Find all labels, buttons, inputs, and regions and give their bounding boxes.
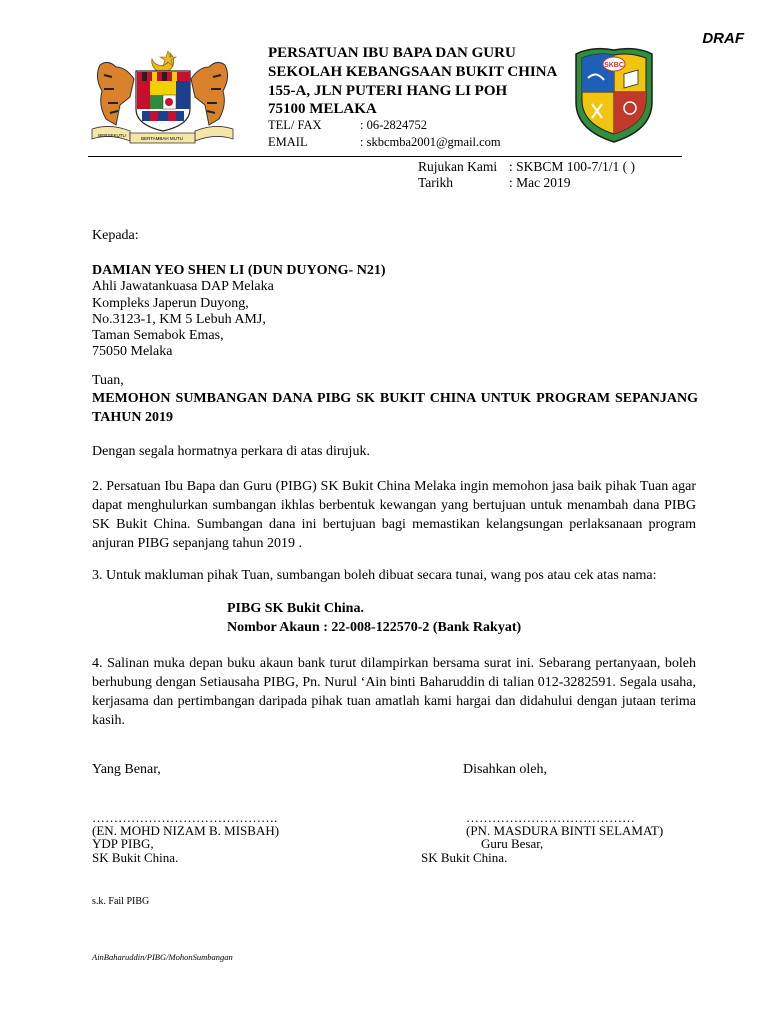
- email-value: : skbcmba2001@gmail.com: [360, 135, 501, 149]
- letterhead-divider: [88, 156, 682, 157]
- badge-text: SKBC: [604, 62, 624, 69]
- letterhead-school: SEKOLAH KEBANGSAAN BUKIT CHINA: [268, 64, 558, 80]
- reference-label: Rujukan Kami: [418, 159, 498, 174]
- footer-file-path: AinBaharuddin/PIBG/MohonSumbangan: [92, 952, 233, 962]
- signature-right-heading: Disahkan oleh,: [463, 762, 547, 777]
- subject-heading: MEMOHON SUMBANGAN DANA PIBG SK BUKIT CHINA UNTUK PROGRAM SEPANJANG TAHUN 2019: [92, 391, 698, 425]
- signature-left-title: YDP PIBG,: [92, 836, 154, 851]
- letterhead-org-name: PERSATUAN IBU BAPA DAN GURU: [268, 45, 516, 61]
- account-name: PIBG SK Bukit China.: [227, 601, 364, 616]
- paragraph-4: 4. Salinan muka depan buku akaun bank turut dilampirkan bersama surat ini. Sebarang pertanyaan, boleh berhubung dengan Setiausaha PIBG, Pn. Nurul ‘Ain binti Baharuddin di talian 012-3282591. Segala usaha, kerjasama dan pertimbangan daripada pihak tuan amatlah kami hargai dan didahului dengan jutaan terima kasih.: [92, 656, 696, 728]
- paragraph-1: Dengan segala hormatnya perkara di atas dirujuk.: [92, 444, 370, 459]
- crest-scroll-center-text: BERTAMBAH MUTU: [141, 136, 183, 141]
- recipient-kepada: Kepada:: [92, 228, 139, 243]
- recipient-line-5: 75050 Melaka: [92, 344, 173, 359]
- recipient-line-4: Taman Semabok Emas,: [92, 328, 224, 343]
- paragraph-2: 2. Persatuan Ibu Bapa dan Guru (PIBG) SK Bukit China Melaka ingin memohon jasa baik pihak Tuan agar dapat menghulurkan sumbangan ikhlas berbentuk kewangan yang bertujuan untuk menambah dana PIBG SK Bukit China. Sumbangan dana ini bertujuan bagi memastikan kelangsungan perlaksanaan program anjuran PIBG sepanjang tahun 2019 .: [92, 479, 696, 551]
- signature-right-title: Guru Besar,: [481, 836, 544, 851]
- signature-left-line: …………………………………….: [92, 810, 278, 825]
- coat-of-arms-logo: [90, 45, 235, 145]
- recipient-name: DAMIAN YEO SHEN LI (DUN DUYONG- N21): [92, 263, 386, 278]
- email-label: EMAIL: [268, 135, 308, 149]
- account-number: Nombor Akaun : 22-008-122570-2 (Bank Rakyat): [227, 620, 522, 635]
- tel-label: TEL/ FAX: [268, 118, 322, 132]
- tel-value: : 06-2824752: [360, 118, 428, 132]
- crest-scroll-left-text: BERSEKUTU: [98, 133, 126, 138]
- reference-value: : SKBCM 100-7/1/1 ( ): [509, 159, 636, 174]
- letterhead-address-1: 155-A, JLN PUTERI HANG LI POH: [268, 83, 508, 99]
- date-value: : Mac 2019: [509, 175, 571, 190]
- signature-left-heading: Yang Benar,: [92, 762, 161, 777]
- draft-mark: DRAF: [702, 30, 744, 47]
- signature-right-name: (PN. MASDURA BINTI SELAMAT): [466, 823, 664, 838]
- signature-left-name: (EN. MOHD NIZAM B. MISBAH): [92, 823, 280, 838]
- signature-right-line: …………………………………: [466, 810, 635, 825]
- paragraph-3: 3. Untuk makluman pihak Tuan, sumbangan boleh dibuat secara tunai, wang pos atau cek atas nama:: [92, 568, 657, 583]
- signature-left-school: SK Bukit China.: [92, 850, 179, 865]
- date-label: Tarikh: [418, 175, 454, 190]
- recipient-line-3: No.3123-1, KM 5 Lebuh AMJ,: [92, 312, 266, 327]
- school-badge-logo: [572, 44, 656, 146]
- carbon-copy-note: s.k. Fail PIBG: [92, 896, 150, 907]
- recipient-line-2: Kompleks Japerun Duyong,: [92, 296, 249, 311]
- signature-right-school: SK Bukit China.: [421, 850, 508, 865]
- salutation: Tuan,: [92, 373, 124, 388]
- recipient-line-1: Ahli Jawatankuasa DAP Melaka: [92, 279, 274, 294]
- letterhead-address-2: 75100 MELAKA: [268, 101, 377, 117]
